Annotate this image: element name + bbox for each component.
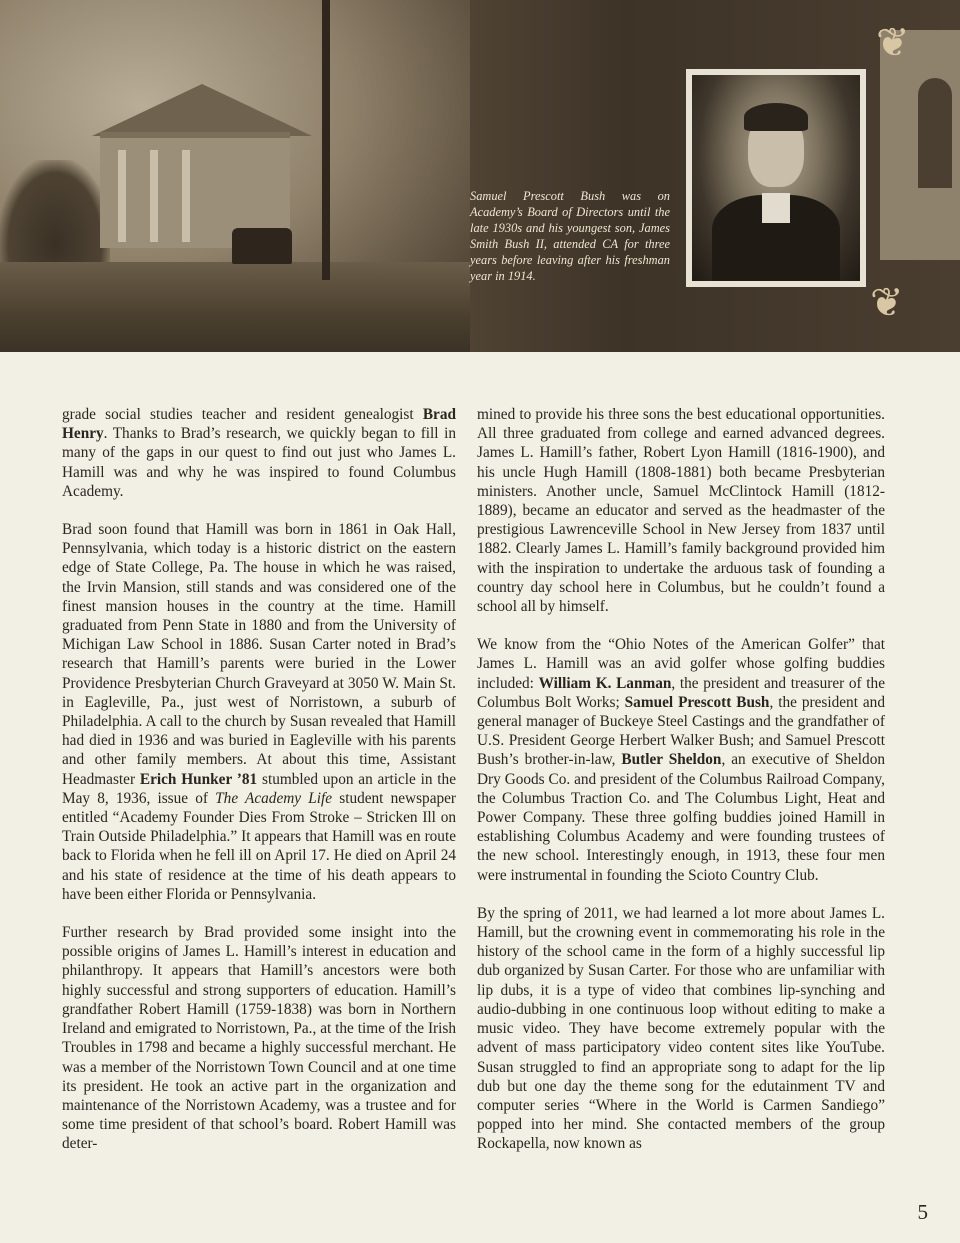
paragraph: mined to provide his three sons the best educational opportunities. All three graduated from college and earned advanced degrees. James L. Hamill’s father, Robert Lyon Hamill (1816-1900), and his uncle Hugh Hamill (1808-1881) both became Presbyterian ministers. Another uncle, Samuel McClintock Hamill (1812-1889), became an educator and served as the headmaster of the prestigious Lawrenceville School in New Jersey from 1837 until 1882. Clearly James L. Hamill’s family background provided him with the inspiration to undertake the arduous task of founding a country day school here in Columbus, but he couldn’t found a school all by himself.	[477, 406, 885, 616]
house-column	[182, 150, 190, 242]
vintage-car	[232, 228, 292, 264]
portrait-frame	[686, 69, 866, 287]
portrait-collar	[762, 193, 790, 223]
house-column	[150, 150, 158, 242]
photo-caption: Samuel Prescott Bush was on Academy’s Board of Directors until the late 1930s and his youngest son, James Smith Bush II, attended CA for three years before leaving after his freshman year in 1914.	[470, 189, 670, 283]
left-column	[62, 405, 456, 1173]
right-column	[477, 405, 885, 1173]
portrait-samuel-prescott-bush	[692, 75, 860, 281]
page-number: 5	[917, 1200, 928, 1224]
paragraph: Brad soon found that Hamill was born in 1861 in Oak Hall, Pennsylvania, which today is a historic district on the eastern edge of State College, Pa. The house in which he was raised, the Irvin Mansion, still stands and was considered one of the finest mansion houses in the country at the time. Hamill graduated from Penn State in 1880 and from the University of Michigan Law School in 1886. Susan Carter noted in Brad’s research that Hamill’s parents were buried in the Lower Providence Presbyterian Church Graveyard at 3050 W. Main St. in Eagleville, Pa., just west of Norristown, a suburb of Philadelphia. A call to the church by Susan revealed that Hamill had died in 1936 and was buried in Eagleville with his parents and other family members. At about this time, Assistant Headmaster Erich Hunker ’81 stumbled upon an article in the May 8, 1936, issue of The Academy Life student newspaper entitled “Academy Founder Dies From Stroke – Stricken Ill on Train Outside Philadelphia.” It appears that Hamill was en route back to Florida when he fell ill on April 17. He died on April 24 and his state of residence at the time of his death appears to have been either Florida or Pennsylvania.	[62, 521, 457, 903]
lawn	[0, 262, 470, 352]
paragraph: By the spring of 2011, we had learned a lot more about James L. Hamill, but the crowning event in commemorating his role in the history of the school came in the form of a highly successful lip dub organized by Susan Carter. For those who are unfamiliar with lip dubs, it is a type of video that combines lip-synching and audio-dubbing in one continuous loop without editing to make a music video. They have become extremely popular with the advent of mass participatory video content sites like YouTube. Susan struggled to find an appropriate song to adapt for the lip dub but one day the theme song for the edutainment TV and computer series “Where in the World is Carmen Sandiego” popped into her mind. She contacted members of the group Rockapella, now known as	[477, 904, 885, 1153]
house-roof	[92, 84, 312, 136]
utility-pole	[322, 0, 330, 280]
arched-window	[918, 78, 952, 188]
portrait-hair	[744, 103, 808, 131]
paragraph: grade social studies teacher and resident genealogist Brad Henry. Thanks to Brad’s research, we quickly began to fill in many of the gaps in our quest to find out just who James L. Hamill was and why he was inspired to found Columbus Academy.	[62, 406, 456, 500]
flourish-ornament-icon: ❦	[876, 20, 910, 66]
house-column	[118, 150, 126, 242]
paragraph: We know from the “Ohio Notes of the American Golfer” that James L. Hamill was an avid golfer whose golfing buddies included: William K. Lanman, the president and treasurer of the Columbus Bolt Works; Samuel Prescott Bush, the president and general manager of Buckeye Steel Castings and the grandfather of U.S. President George Herbert Walker Bush; and Samuel Prescott Bush’s brother-in-law, Butler Sheldon, an executive of Sheldon Dry Goods Co. and president of the Columbus Railroad Company, the Columbus Traction Co. and The Columbus Light, Heat and Power Company. These three golfing buddies joined Hamill in establishing Columbus Academy and were founding trustees of the new school. Interestingly enough, in 1913, these four men were instrumental in founding the Scioto Country Club.	[477, 636, 886, 884]
header-photo-banner	[0, 0, 960, 352]
paragraph: Further research by Brad provided some insight into the possible origins of James L. Hamill’s interest in education and philanthropy. It appears that Hamill’s ancestors were both highly successful and strong supporters of education. Hamill’s grandfather Robert Hamill (1759-1838) was born in Northern Ireland and emigrated to Norristown, Pa., at the time of the Irish Troubles in 1798 and became a highly successful merchant. He was a member of the Norristown Town Council and at one time its president. He took an active part in the organization and maintenance of the Norristown Academy, was a trustee and for some time president of that school’s board. Robert Hamill was deter-	[62, 924, 456, 1153]
flourish-ornament-icon: ❦	[870, 280, 904, 326]
